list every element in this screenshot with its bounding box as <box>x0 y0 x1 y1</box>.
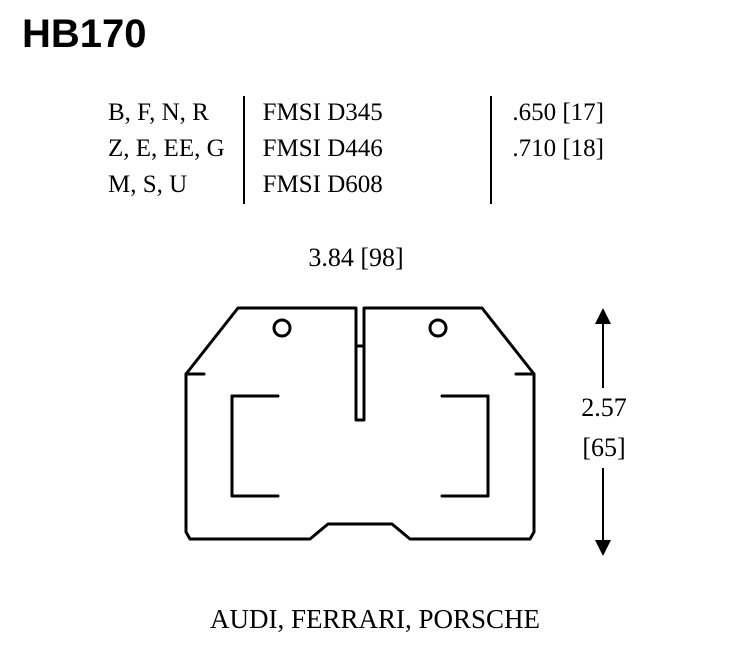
width-dimension-value: 3.84 [98] <box>296 243 415 272</box>
pad-center-slot <box>356 346 364 420</box>
fmsi-number-cell: FMSI D446 <box>244 132 492 168</box>
height-dimension-value-inch: 2.57 <box>558 388 650 428</box>
fmsi-number-cell: FMSI D608 <box>244 168 492 204</box>
compound-codes-cell: B, F, N, R <box>98 96 244 132</box>
specification-table <box>98 96 652 204</box>
part-number-title: HB170 <box>22 12 147 56</box>
vehicle-applications-label: AUDI, FERRARI, PORSCHE <box>209 604 541 634</box>
pad-outline-path <box>186 308 534 539</box>
width-dimension-label <box>172 243 540 273</box>
table-row <box>98 132 652 168</box>
pad-left-pin-hole <box>274 320 290 336</box>
compound-codes-cell: M, S, U <box>98 168 244 204</box>
pad-right-pin-hole <box>430 320 446 336</box>
table-row <box>98 96 652 132</box>
thickness-cell: .710 [18] <box>512 135 605 162</box>
thickness-cell <box>491 168 652 204</box>
height-dimension-value-mm: [65] <box>558 428 650 468</box>
compound-codes-cell: Z, E, EE, G <box>98 132 244 168</box>
brake-pad-outline-drawing <box>160 300 560 565</box>
height-dimension-label <box>558 388 650 468</box>
fmsi-number-cell: FMSI D345 <box>244 96 492 132</box>
thickness-cell: .650 [17] <box>512 99 605 126</box>
arrow-down-icon <box>595 540 611 556</box>
table-row <box>98 168 652 204</box>
